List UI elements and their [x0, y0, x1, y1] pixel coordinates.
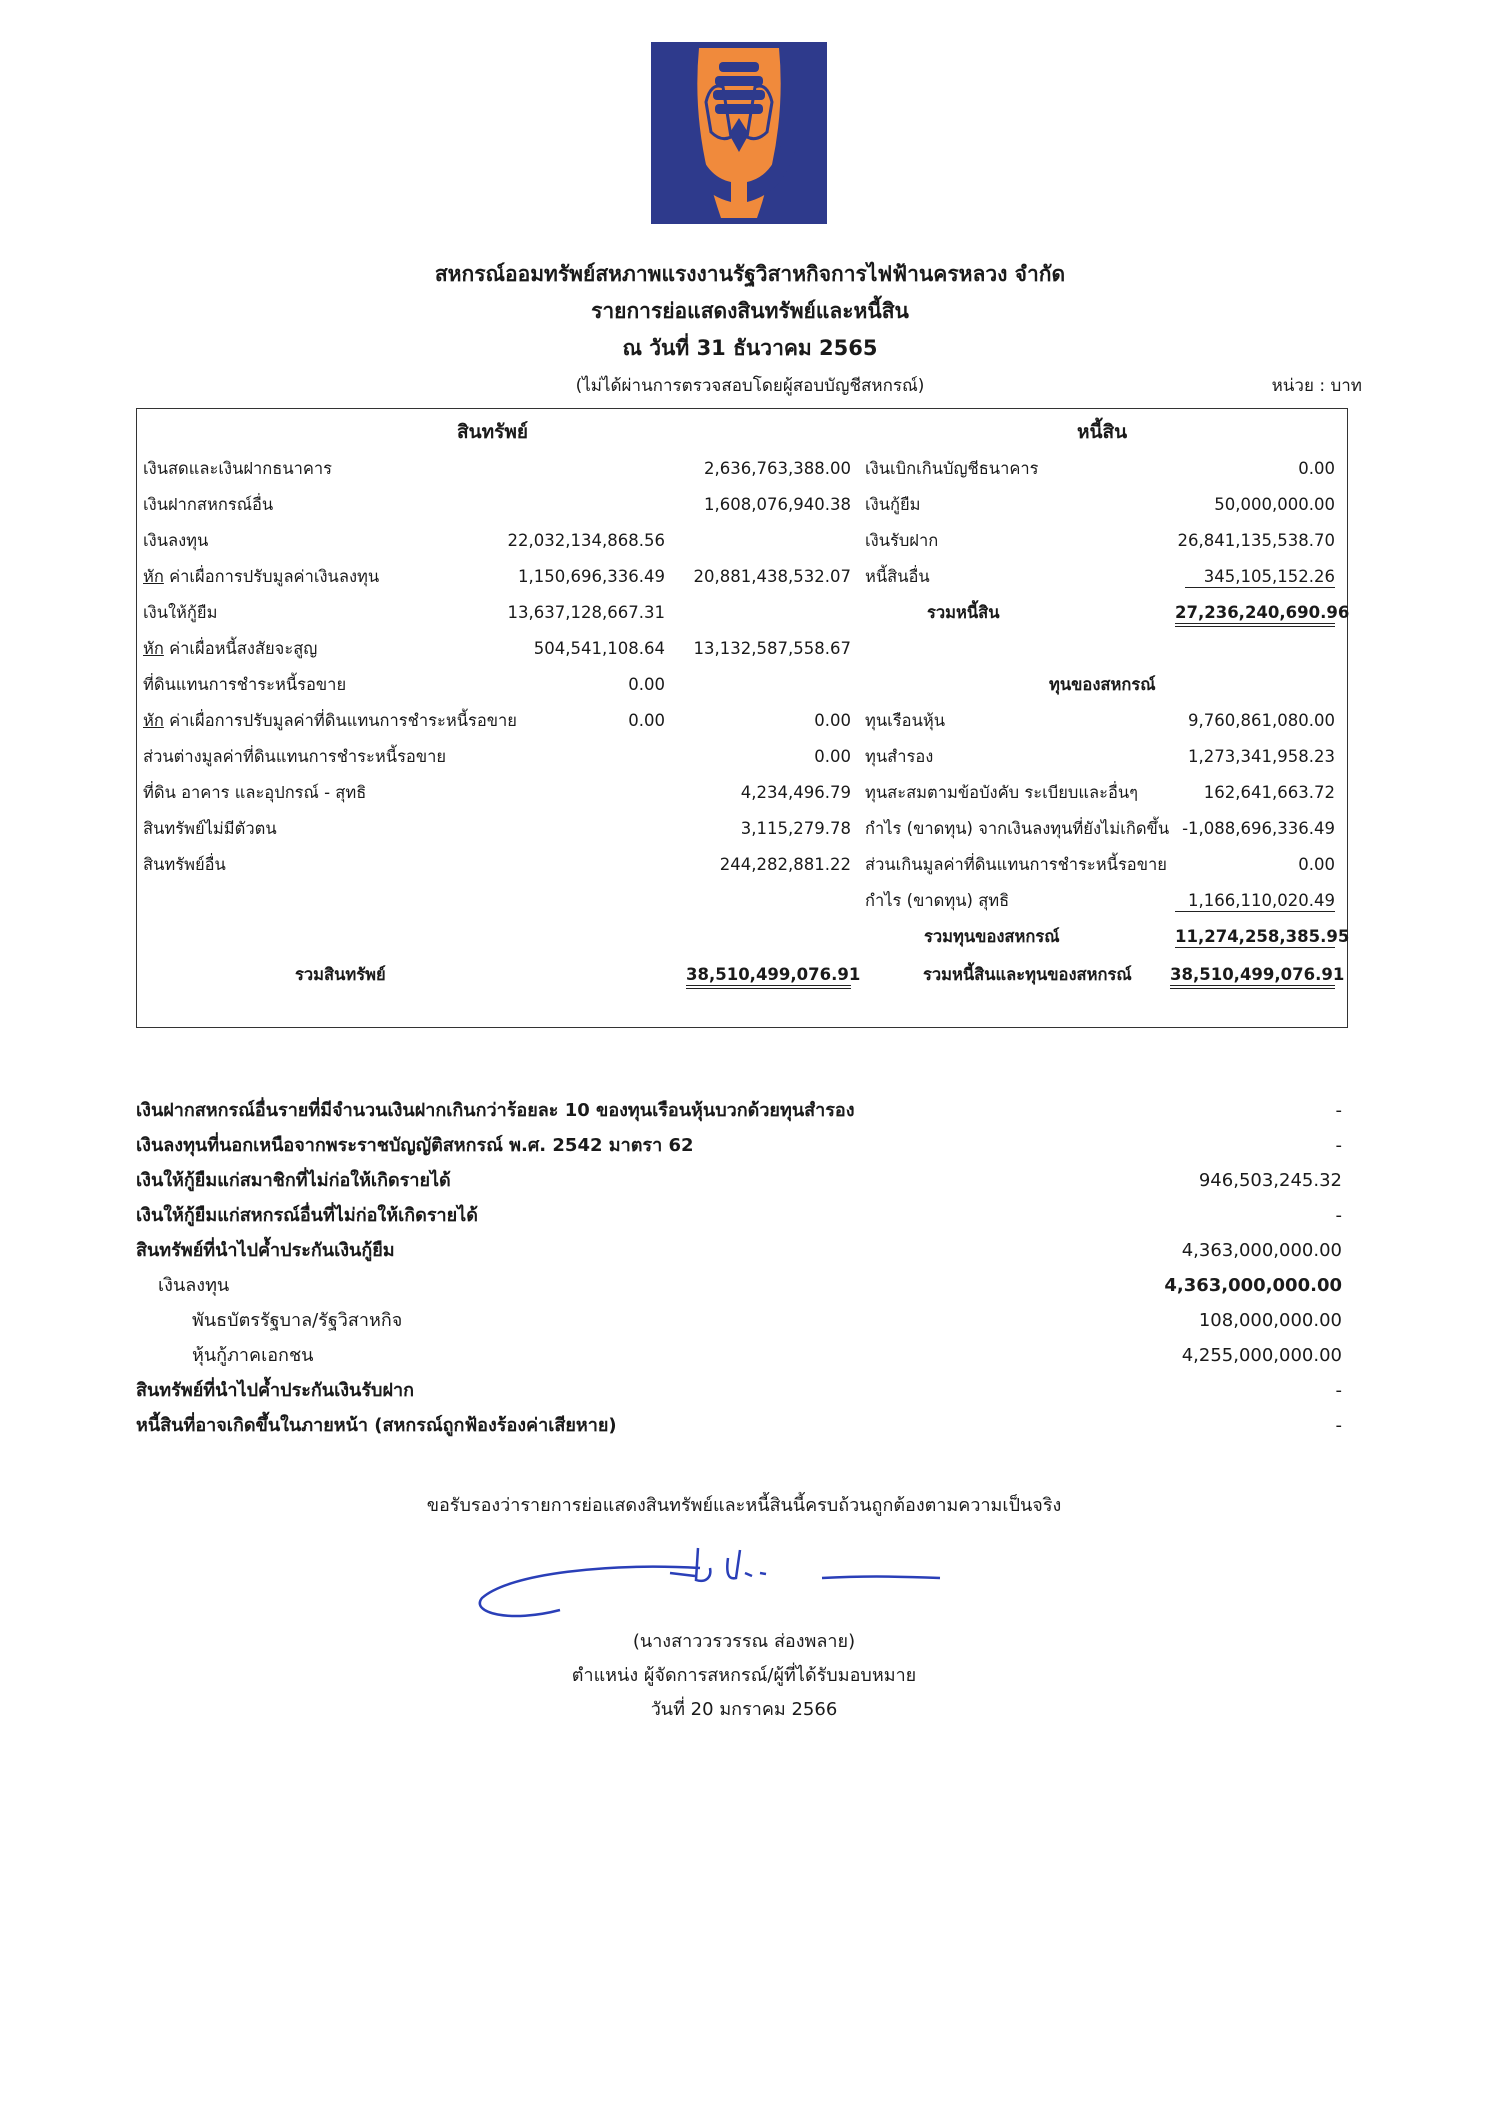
asset-total-coop-deposit: 1,608,076,940.38	[704, 495, 851, 514]
asset-total-ppe: 4,234,496.79	[740, 783, 851, 802]
asset-label-other: สินทรัพย์อื่น	[143, 855, 226, 874]
footnote-label: เงินลงทุน	[158, 1275, 230, 1296]
equity-sum-value: 11,274,258,385.95	[1175, 927, 1350, 946]
grand-total-value: 38,510,499,076.91	[1170, 965, 1335, 989]
asset-sub-investment-adj: 1,150,696,336.49	[518, 567, 665, 586]
organization-name: สหกรณ์ออมทรัพย์สหภาพแรงงานรัฐวิสาหกิจการไฟฟ้านครหลวง จำกัด	[434, 262, 1066, 286]
asset-label-land-debt-diff: ส่วนต่างมูลค่าที่ดินแทนการชำระหนี้รอขาย	[143, 747, 447, 766]
footnote-value: 946,503,245.32	[1198, 1170, 1342, 1191]
liability-sum-label: รวมหนี้สิน	[927, 603, 1000, 622]
less-prefix: หัก	[143, 639, 164, 658]
asset-total-loans: 13,132,587,558.67	[693, 639, 851, 658]
balance-sheet-table	[136, 408, 1348, 1028]
assets-heading: สินทรัพย์	[457, 421, 528, 443]
equity-sum-label: รวมทุนของสหกรณ์	[924, 927, 1060, 946]
asset-total-investment: 20,881,438,532.07	[693, 567, 851, 586]
liability-label-other: หนี้สินอื่น	[865, 567, 930, 586]
equity-heading: ทุนของสหกรณ์	[1049, 675, 1156, 694]
footnote-value: -	[1335, 1135, 1342, 1156]
grand-total-label: รวมหนี้สินและทุนของสหกรณ์	[923, 965, 1132, 984]
liabilities-heading: หนี้สิน	[1077, 421, 1128, 443]
signature-date: วันที่ 20 มกราคม 2566	[650, 1699, 838, 1720]
footnote-value: -	[1335, 1205, 1342, 1226]
footnote-label: สินทรัพย์ที่นำไปค้ำประกันเงินกู้ยืม	[136, 1240, 395, 1261]
asset-sub-land-debt-adj: 0.00	[628, 711, 665, 730]
liability-value-other: 345,105,152.26	[1185, 567, 1335, 588]
asset-label-investment-adj: หัก ค่าเผื่อการปรับมูลค่าเงินลงทุน	[143, 567, 380, 586]
footnote-label: หุ้นกู้ภาคเอกชน	[192, 1345, 314, 1366]
signature-icon	[470, 1528, 950, 1628]
liability-value-borrowings: 50,000,000.00	[1214, 495, 1335, 514]
asset-total-intangible: 3,115,279.78	[740, 819, 851, 838]
signer-position: ตำแหน่ง ผู้จัดการสหกรณ์/ผู้ที่ได้รับมอบหมาย	[571, 1665, 917, 1686]
equity-value-shares: 9,760,861,080.00	[1188, 711, 1335, 730]
footnote-label: เงินลงทุนที่นอกเหนือจากพระราชบัญญัติสหกรณ์ พ.ศ. 2542 มาตรา 62	[136, 1135, 694, 1156]
less-prefix: หัก	[143, 567, 164, 586]
equity-value-net-profit: 1,166,110,020.49	[1175, 891, 1335, 912]
footnote-value: -	[1335, 1415, 1342, 1436]
equity-value-land-surplus: 0.00	[1298, 855, 1335, 874]
equity-label-reserve: ทุนสำรอง	[865, 747, 934, 766]
audit-note: (ไม่ได้ผ่านการตรวจสอบโดยผู้สอบบัญชีสหกรณ์)	[575, 376, 925, 396]
liability-label-overdraft: เงินเบิกเกินบัญชีธนาคาร	[865, 459, 1039, 478]
document-title: รายการย่อแสดงสินทรัพย์และหนี้สิน	[591, 299, 909, 323]
asset-total-land-debt-diff: 0.00	[814, 747, 851, 766]
certification-statement: ขอรับรองว่ารายการย่อแสดงสินทรัพย์และหนี้สินนี้ครบถ้วนถูกต้องตามความเป็นจริง	[426, 1495, 1062, 1516]
equity-label-unrealized: กำไร (ขาดทุน) จากเงินลงทุนที่ยังไม่เกิดขึ้น	[865, 819, 1170, 838]
footnote-value: -	[1335, 1380, 1342, 1401]
liability-label-borrowings: เงินกู้ยืม	[865, 495, 921, 514]
footnote-value: 4,363,000,000.00	[1164, 1275, 1342, 1296]
signer-name: (นางสาววรวรรณ ส่องพลาย)	[632, 1631, 856, 1652]
equity-label-shares: ทุนเรือนหุ้น	[865, 711, 946, 730]
asset-label-land-debt-adj: หัก ค่าเผื่อการปรับมูลค่าที่ดินแทนการชำระหนี้รอขาย	[143, 711, 517, 730]
coop-emblem-icon	[651, 42, 827, 224]
less-prefix: หัก	[143, 711, 164, 730]
asset-sub-doubtful: 504,541,108.64	[533, 639, 665, 658]
liability-value-overdraft: 0.00	[1298, 459, 1335, 478]
footnote-value: -	[1335, 1100, 1342, 1121]
equity-label-accumulated: ทุนสะสมตามข้อบังคับ ระเบียบและอื่นๆ	[865, 783, 1139, 802]
asset-sub-loans: 13,637,128,667.31	[507, 603, 665, 622]
footnote-value: 108,000,000.00	[1198, 1310, 1342, 1331]
asset-total-other: 244,282,881.22	[719, 855, 851, 874]
equity-label-land-surplus: ส่วนเกินมูลค่าที่ดินแทนการชำระหนี้รอขาย	[865, 855, 1167, 874]
asset-label-cash: เงินสดและเงินฝากธนาคาร	[143, 459, 333, 478]
asset-total-cash: 2,636,763,388.00	[704, 459, 851, 478]
asset-label-land-debt: ที่ดินแทนการชำระหนี้รอขาย	[143, 675, 347, 694]
signature	[470, 1528, 950, 1628]
asset-label-doubtful: หัก ค่าเผื่อหนี้สงสัยจะสูญ	[143, 639, 318, 658]
currency-unit: หน่วย : บาท	[1271, 376, 1362, 396]
footnote-label: เงินให้กู้ยืมแก่สมาชิกที่ไม่ก่อให้เกิดรายได้	[136, 1170, 451, 1191]
asset-sub-land-debt: 0.00	[628, 675, 665, 694]
asset-total-land-debt: 0.00	[814, 711, 851, 730]
asset-label-ppe: ที่ดิน อาคาร และอุปกรณ์ - สุทธิ	[143, 783, 367, 802]
equity-value-reserve: 1,273,341,958.23	[1188, 747, 1335, 766]
equity-label-net-profit: กำไร (ขาดทุน) สุทธิ	[865, 891, 1010, 910]
asset-label-intangible: สินทรัพย์ไม่มีตัวตน	[143, 819, 277, 838]
footnote-label: เงินให้กู้ยืมแก่สหกรณ์อื่นที่ไม่ก่อให้เกิดรายได้	[136, 1205, 478, 1226]
footnote-label: สินทรัพย์ที่นำไปค้ำประกันเงินรับฝาก	[136, 1380, 414, 1401]
asset-sum-label: รวมสินทรัพย์	[295, 965, 386, 984]
equity-value-accumulated: 162,641,663.72	[1203, 783, 1335, 802]
asset-sum-value: 38,510,499,076.91	[686, 965, 851, 989]
asset-label-loans: เงินให้กู้ยืม	[143, 603, 218, 622]
asset-sub-investment: 22,032,134,868.56	[507, 531, 665, 550]
footnote-value: 4,363,000,000.00	[1181, 1240, 1342, 1261]
liability-value-deposits: 26,841,135,538.70	[1177, 531, 1335, 550]
footnote-label: เงินฝากสหกรณ์อื่นรายที่มีจำนวนเงินฝากเกินกว่าร้อยละ 10 ของทุนเรือนหุ้นบวกด้วยทุนสำรอง	[136, 1100, 855, 1121]
liability-label-deposits: เงินรับฝาก	[865, 531, 939, 550]
coop-logo	[651, 42, 827, 224]
footnote-value: 4,255,000,000.00	[1181, 1345, 1342, 1366]
asset-label-coop-deposit: เงินฝากสหกรณ์อื่น	[143, 495, 274, 514]
footnote-label: หนี้สินที่อาจเกิดขึ้นในภายหน้า (สหกรณ์ถูกฟ้องร้องค่าเสียหาย)	[136, 1415, 617, 1436]
liability-sum-value: 27,236,240,690.96	[1175, 603, 1335, 627]
asset-label-investment: เงินลงทุน	[143, 531, 209, 550]
footnote-label: พันธบัตรรัฐบาล/รัฐวิสาหกิจ	[192, 1310, 403, 1331]
equity-value-unrealized: -1,088,696,336.49	[1182, 819, 1335, 838]
statement-date: ณ วันที่ 31 ธันวาคม 2565	[622, 336, 878, 360]
